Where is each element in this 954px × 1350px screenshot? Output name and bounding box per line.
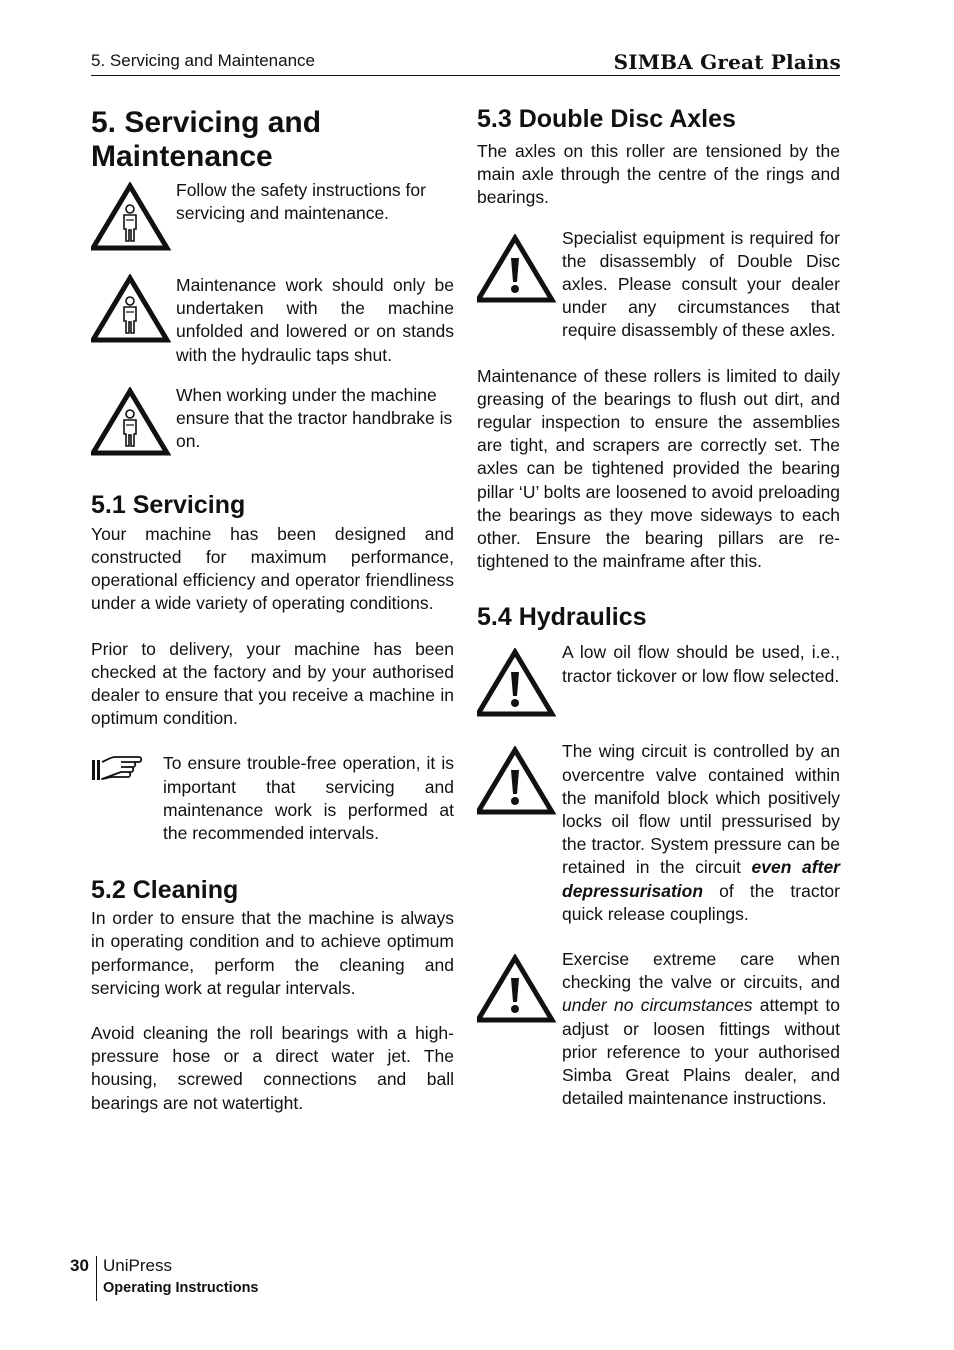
cleaning-paragraph-1: In order to ensure that the machine is always in operating condition and to achieve optimum performance, perform the cleaning and servicing work at regular intervals. [91,908,454,998]
servicing-note [91,754,454,845]
operator-safety-icon [91,274,171,344]
chapter-title: 5. Servicing and Maintenance [91,106,322,173]
safety-warning-text-1: Follow the safety instructions for servicing and maintenance. [176,180,426,224]
axles-intro: The axles on this roller are tensioned by the main axle through the centre of the rings and bearings. [477,141,840,208]
safety-warning-3 [91,384,454,457]
warning-exclamation-icon [477,648,557,718]
brand-logo-text: SIMBA Great Plains [613,50,841,74]
warning-exclamation-icon [477,234,557,304]
hydraulics-warning-text-3: Exercise extreme care when checking the valve or circuits, and under no circumstances attempt to adjust or loosen fittings without prior reference to your authorised Simba Great Plains dealer, and detailed maintenance instructions. [562,949,840,1109]
section-heading-servicing: 5.1 Servicing [91,490,246,519]
page-number: 30 [70,1256,89,1275]
hydraulics-warning-3 [477,949,840,1110]
axles-warning [477,227,840,343]
cleaning-paragraph-2: Avoid cleaning the roll bearings with a high-pressure hose or a direct water jet. The housing, screwed connections and ball bearings are not watertight. [91,1023,454,1113]
hydraulics-warning-2 [477,741,840,926]
section-heading-hydraulics: 5.4 Hydraulics [477,603,647,632]
right-column [477,104,840,1111]
axles-paragraph: Maintenance of these rollers is limited to daily greasing of the bearings to flush out dirt, and regular inspection to ensure the assemblies are tight, and scrapers are correctly set. The axles can be tightened provided the bearing pillar ‘U’ bolts are loosened to avoid preloading the bearings as they move sideways to each other. Ensure the bearing pillars are re-tightened to the mainframe after this. [477,365,840,572]
hydraulics-warning-text-1: A low oil flow should be used, i.e., tractor tickover or low flow selected. [562,642,840,686]
hydraulics-warning-text-2: The wing circuit is controlled by an overcentre valve contained within the manifold block which positively locks oil flow until pressurised by the tractor. System pressure can be retained in the circuit even after depressurisation of the tractor quick release couplings. [562,741,840,924]
header-rule [91,75,840,76]
operator-safety-icon [91,387,171,457]
servicing-paragraph-1: Your machine has been designed and constructed for maximum performance, operational efficiency and operator friendliness under a wide variety of operating conditions. [91,523,454,614]
operator-safety-icon [91,182,171,252]
footer-document-type: Operating Instructions [103,1280,259,1296]
footer-product-name: UniPress [103,1256,172,1275]
safety-warning-text-2: Maintenance work should only be undertaken with the machine unfolded and lowered or on stands with the hydraulic taps shut. [176,275,454,365]
servicing-paragraph-2: Prior to delivery, your machine has been checked at the factory and by your authorised dealer to ensure that you receive a machine in optimum condition. [91,638,454,729]
safety-warning-2 [91,274,454,367]
axles-warning-text: Specialist equipment is required for the disassembly of Double Disc axles. Please consult your dealer under any circumstances that require disassembly of these axles. [562,227,840,341]
safety-warning-text-3: When working under the machine ensure that the tractor handbrake is on. [176,384,453,452]
footer-divider [96,1256,97,1301]
hydraulics-warning-1 [477,642,840,718]
section-heading-axles: 5.3 Double Disc Axles [477,105,736,133]
running-header-section: 5. Servicing and Maintenance [91,51,315,70]
warning-exclamation-icon [477,746,557,816]
safety-warning-1 [91,182,454,252]
servicing-note-text: To ensure trouble-free operation, it is important that servicing and maintenance work is performed at the recommended intervals. [163,753,454,844]
warning-exclamation-icon [477,954,557,1024]
left-column [91,104,454,1115]
pointing-hand-icon [91,754,163,784]
section-heading-cleaning: 5.2 Cleaning [91,876,239,905]
